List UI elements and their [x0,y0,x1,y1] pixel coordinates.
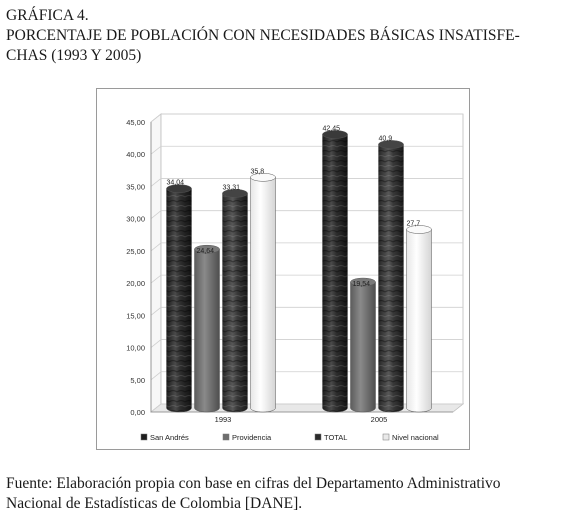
y-tick-label: 30,00 [126,214,145,224]
bar-texture [379,144,404,412]
data-label: 19,54 [352,281,371,289]
bar-nivel-nacional-1993 [251,173,276,412]
bar-providencia-1993 [195,245,220,412]
legend-swatch [383,434,389,440]
y-tick-label: 25,00 [126,246,145,256]
y-tick-label: 0,00 [130,408,145,417]
x-tick-label: 1993 [214,415,232,424]
y-tick-label: 35,00 [126,182,145,192]
bar-san-andrés-1993 [167,185,192,412]
bar-body [407,229,432,412]
legend-swatch [223,434,229,440]
side-wall [151,114,161,412]
bar-body [195,249,220,412]
y-tick-label: 45,00 [126,118,145,127]
bar-nivel-nacional-2005 [407,225,432,412]
bar-total-2005 [379,140,404,412]
y-tick-label: 40,00 [126,150,145,160]
chart-frame [96,88,470,450]
y-tick-label: 5,00 [130,375,145,385]
bar-body [251,177,276,412]
data-label: 42,45 [322,125,341,133]
y-tick-label: 20,00 [126,279,145,289]
data-label: 33,31 [222,184,241,192]
source-note [6,474,571,514]
y-tick-label: 15,00 [126,311,145,321]
legend-item-providencia [223,433,272,442]
data-label: 24,64 [196,248,215,256]
y-tick-label: 10,00 [126,343,145,353]
bar-san-andrés-2005 [323,130,348,412]
legend-label: TOTAL [324,433,348,442]
legend-label: Nivel nacional [392,433,439,442]
x-tick-label: 2005 [370,415,388,424]
data-label: 34,04 [166,179,185,187]
bar-total-1993 [223,189,248,412]
legend-item-total [315,433,347,442]
source-line-1: Fuente: Elaboración propia con base en cifras del Departamento Administrativo [6,475,501,492]
data-label: 40,9 [378,135,393,143]
figure-heading [6,6,571,66]
figure-title-line-1: PORCENTAJE DE POBLACIÓN CON NECESIDADES BÁSICAS INSATISFE- [6,27,520,44]
source-line-2: Nacional de Estadísticas de Colombia [DANE]. [6,495,303,512]
data-label: 27,7 [406,220,421,228]
bar-texture [223,193,248,412]
legend-item-san-andrés [141,433,189,442]
legend-label: San Andrés [150,433,189,442]
bar-texture [323,134,348,412]
legend-swatch [141,434,147,440]
bar-body [351,282,376,412]
legend-item-nivel-nacional [383,433,439,442]
figure-title-line-2: CHAS (1993 Y 2005) [6,47,142,64]
bar-chart [97,89,469,449]
bar-texture [167,189,192,412]
data-label: 35,8 [250,168,265,176]
legend-swatch [315,434,321,440]
figure-label: GRÁFICA 4. [6,7,89,24]
legend-label: Providencia [232,433,272,442]
bar-providencia-2005 [351,278,376,412]
